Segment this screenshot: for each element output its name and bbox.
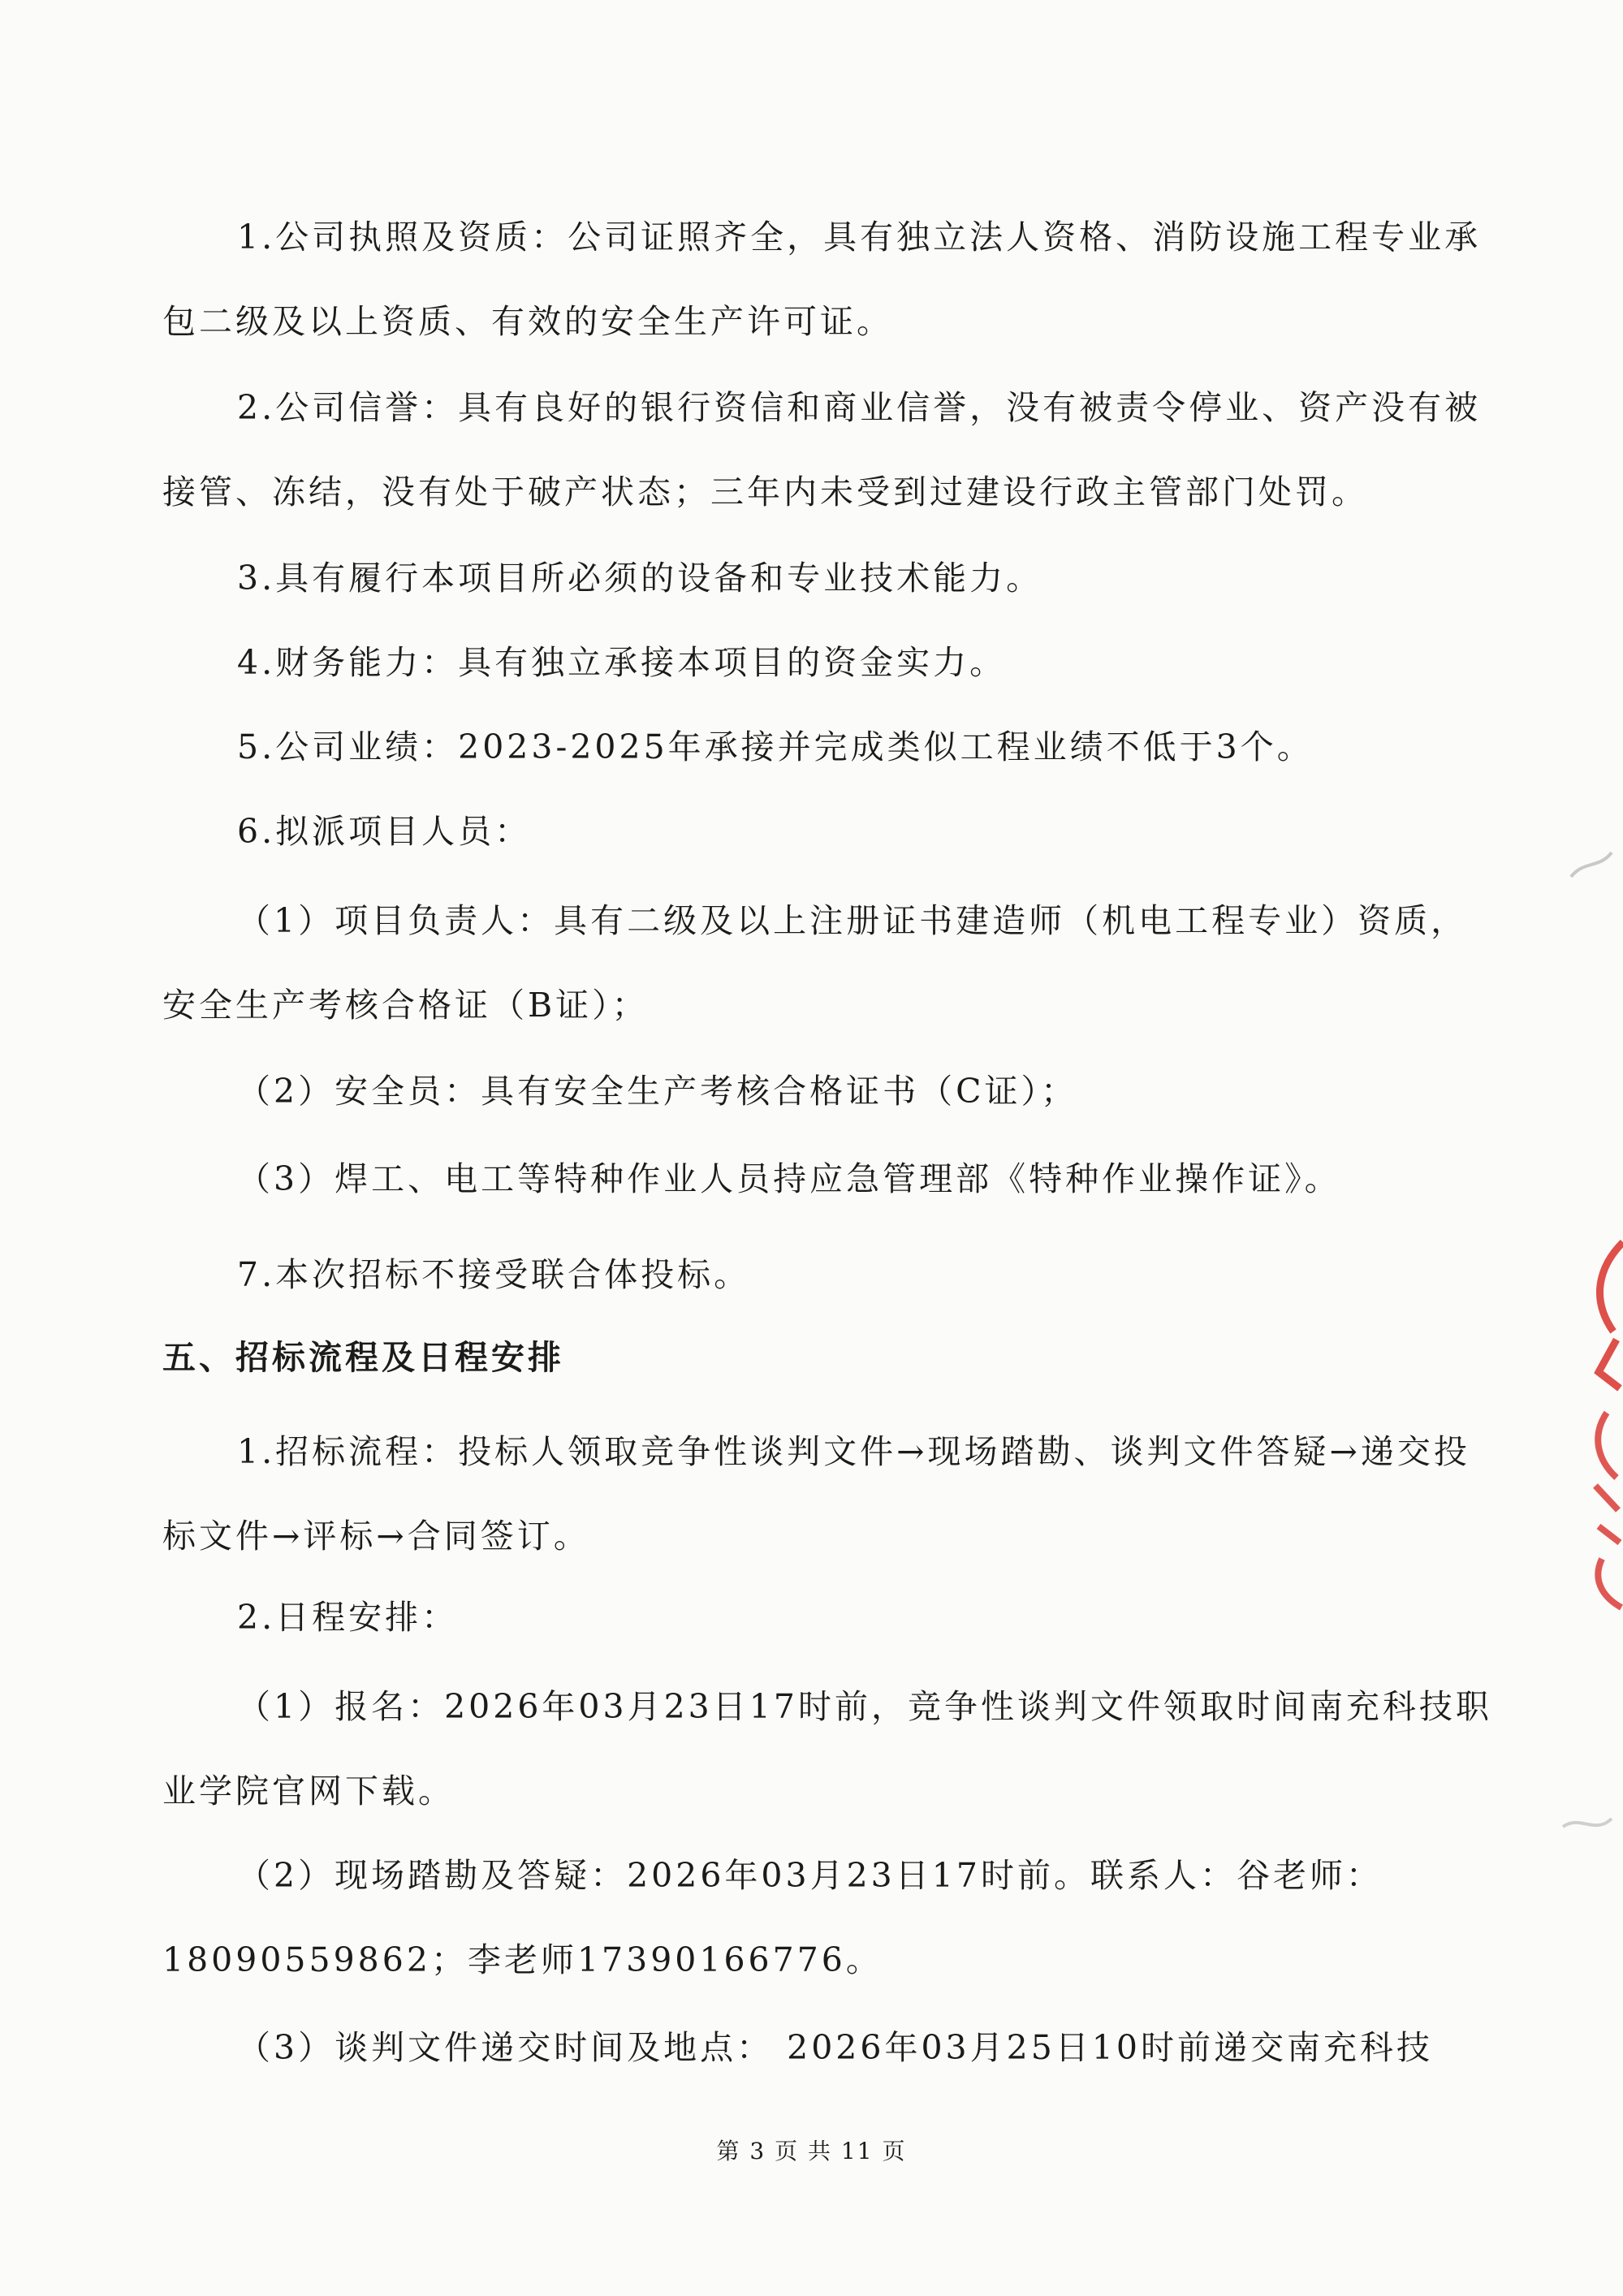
schedule-site-visit: （2）现场踏勘及答疑：2026年03月23日17时前。联系人：谷老师：18090559862；李老师17390166776。: [162, 1856, 1383, 1979]
scan-smudge-lower: [1559, 1802, 1616, 1851]
requirement-reputation: 2.公司信誉：具有良好的银行资信和商业信誉，没有被责令停业、资产没有被接管、冻结，没有处于破产状态；三年内未受到过建设行政主管部门处罚。: [162, 388, 1482, 511]
schedule-submission: （3）谈判文件递交时间及地点： 2026年03月25日10时前递交南充科技: [237, 2028, 1433, 2067]
personnel-safety-officer: （2）安全员：具有安全生产考核合格证书（C证）；: [237, 1072, 1077, 1111]
requirement-capability: 3.具有履行本项目所必须的设备和专业技术能力。: [237, 559, 1043, 598]
requirement-performance: 5.公司业绩：2023-2025年承接并完成类似工程业绩不低于3个。: [237, 727, 1314, 766]
requirement-license: 1.公司执照及资质：公司证照齐全，具有独立法人资格、消防设施工程专业承包二级及以上资质、有效的安全生产许可证。: [162, 218, 1482, 341]
tender-flow: 1.招标流程：投标人领取竞争性谈判文件→现场踏勘、谈判文件答疑→递交投标文件→评标→合同签订。: [162, 1432, 1470, 1556]
requirement-finance: 4.财务能力：具有独立承接本项目的资金实力。: [237, 643, 1007, 682]
red-seal-stamp: [1566, 1218, 1623, 1672]
schedule-title: 2.日程安排：: [237, 1598, 459, 1637]
personnel-project-lead: （1）项目负责人：具有二级及以上注册证书建造师（机电工程专业）资质，安全生产考核合格证（B证）；: [162, 901, 1468, 1025]
requirement-no-consortium: 7.本次招标不接受联合体投标。: [237, 1255, 751, 1294]
scan-smudge: [1567, 844, 1616, 893]
requirement-personnel: 6.拟派项目人员：: [237, 812, 532, 851]
schedule-registration: （1）报名：2026年03月23日17时前，竞争性谈判文件领取时间南充科技职业学院官网下载。: [162, 1687, 1492, 1810]
personnel-special-workers: （3）焊工、电工等特种作业人员持应急管理部《特种作业操作证》。: [237, 1159, 1341, 1198]
page-number-footer: 第 3 页 共 11 页: [716, 2138, 907, 2164]
section-heading: 五、招标流程及日程安排: [162, 1338, 564, 1377]
